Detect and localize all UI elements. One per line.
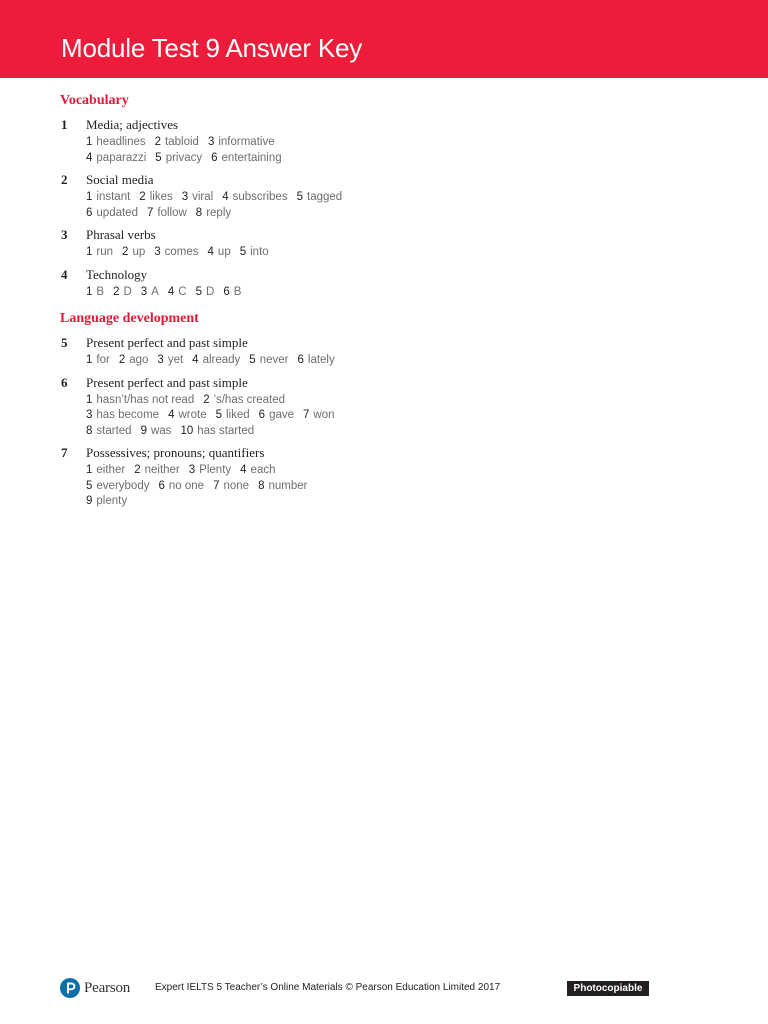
answer-number: 4 [167, 285, 175, 298]
answer-item [180, 424, 254, 440]
answer-number: 2 [139, 191, 146, 203]
section [60, 310, 720, 510]
answer-text: into [250, 246, 269, 258]
answer-number: 5 [296, 191, 303, 203]
answer-text: no one [168, 479, 205, 492]
answer-item [303, 408, 335, 424]
answer-text: tagged [307, 191, 343, 203]
exercise [60, 266, 720, 301]
answer-item [249, 353, 288, 369]
answer-item [259, 408, 294, 424]
answer-text: likes [149, 191, 173, 203]
answer-text: instant [96, 191, 131, 203]
answer-number: 4 [207, 246, 214, 258]
answer-number: 9 [140, 424, 147, 437]
answer-item [157, 353, 183, 369]
answer-line [86, 190, 720, 206]
answer-item [168, 285, 187, 301]
page-title: Module Test 9 Answer Key [61, 33, 363, 63]
answer-text: comes [164, 246, 199, 258]
answer-text: has become [96, 409, 160, 421]
answer-text: up [132, 246, 146, 258]
answer-line [86, 424, 720, 440]
answer-text: run [96, 246, 114, 258]
answer-line [86, 408, 720, 424]
answer-item [86, 353, 110, 369]
answer-number: 8 [258, 479, 265, 492]
answer-item [189, 463, 231, 479]
answer-text: ago [129, 354, 149, 366]
answer-number: 4 [240, 464, 247, 476]
answer-number: 1 [86, 246, 93, 258]
answer-item [168, 408, 207, 424]
answer-number: 3 [181, 191, 189, 203]
exercise-title: Present perfect and past simple [86, 374, 248, 390]
answer-number: 3 [154, 246, 161, 258]
answer-number: 2 [154, 136, 162, 148]
answer-text: A [151, 285, 159, 298]
exercise-title: Social media [86, 172, 154, 187]
answer-text: Plenty [199, 464, 232, 476]
answer-number: 3 [140, 285, 148, 298]
answer-item [222, 190, 287, 206]
exercise-title: Present perfect and past simple [86, 335, 248, 350]
answer-text: never [259, 354, 289, 366]
answer-item [141, 424, 172, 440]
answer-number: 1 [86, 393, 93, 406]
answer-text: neither [144, 464, 180, 476]
answer-item [182, 190, 214, 206]
answer-number: 2 [203, 393, 210, 406]
answer-text: reply [206, 206, 232, 219]
exercise [60, 334, 720, 369]
answer-text: yet [167, 354, 184, 366]
answer-item [196, 285, 215, 301]
answer-text: started [96, 424, 132, 437]
answer-number: 6 [258, 409, 266, 421]
answer-number: 1 [86, 354, 93, 366]
answer-number: 4 [222, 191, 229, 203]
answer-line [86, 463, 720, 479]
answer-text: has started [197, 424, 255, 437]
answer-key-content [60, 92, 720, 520]
answer-number: 5 [215, 409, 222, 421]
answer-number: 7 [146, 206, 154, 219]
answer-number: 6 [211, 151, 218, 164]
answer-item [158, 479, 204, 495]
answer-item [147, 206, 187, 222]
brand-name: Pearson [84, 980, 131, 996]
answer-text: headlines [96, 136, 146, 148]
answer-item [203, 393, 285, 409]
answer-number: 3 [86, 409, 93, 421]
answer-number: 1 [86, 191, 93, 203]
answer-number: 4 [192, 354, 199, 366]
answer-number: 5 [249, 354, 256, 366]
answer-text: plenty [96, 495, 128, 507]
answer-text: updated [96, 206, 138, 219]
answer-number: 1 [86, 285, 93, 298]
answer-text: wrote [178, 409, 207, 421]
exercise-title: Possessives; pronouns; quantifiers [86, 445, 265, 460]
answer-item [86, 494, 127, 510]
photocopiable-badge: Photocopiable [567, 981, 649, 996]
exercise [60, 171, 720, 221]
pearson-logo-icon [60, 978, 80, 998]
answer-item [208, 245, 231, 261]
answer-number: 5 [155, 151, 162, 164]
section [60, 92, 720, 300]
exercise-number: 3 [61, 227, 68, 242]
answer-item [86, 463, 125, 479]
answer-number: 2 [113, 285, 120, 298]
answer-text: everybody [96, 479, 150, 492]
answer-item [223, 285, 241, 301]
answer-number: 5 [239, 246, 247, 258]
answer-number: 10 [180, 424, 194, 437]
answer-text: lately [307, 354, 335, 366]
answer-text: won [313, 409, 335, 421]
answer-line [86, 135, 720, 151]
answer-text: viral [192, 191, 214, 203]
answer-line [86, 353, 720, 369]
exercise-number: 1 [61, 117, 68, 132]
answer-number: 7 [303, 409, 310, 421]
answer-text: was [150, 424, 172, 437]
exercise [60, 116, 720, 166]
answer-item [240, 245, 269, 261]
answer-item [141, 285, 159, 301]
section-title: Vocabulary [60, 93, 129, 108]
exercise-number: 6 [61, 374, 68, 390]
answer-item [211, 151, 282, 167]
exercise [60, 226, 720, 261]
answer-text: liked [226, 409, 250, 421]
answer-item [139, 190, 172, 206]
answer-number: 8 [86, 424, 93, 437]
answer-number: 2 [118, 354, 126, 366]
answer-line [86, 285, 720, 301]
answer-number: 1 [86, 464, 93, 476]
answer-text: paparazzi [96, 151, 147, 164]
answer-item [134, 463, 180, 479]
answer-item [122, 245, 145, 261]
answer-item [86, 151, 146, 167]
answer-item [154, 245, 198, 261]
answer-number: 5 [86, 479, 93, 492]
answer-number: 6 [158, 479, 165, 492]
answer-number: 7 [213, 479, 220, 492]
answer-item [213, 479, 249, 495]
answer-item [86, 285, 104, 301]
answer-item [86, 424, 132, 440]
answer-text: up [217, 246, 231, 258]
answer-text: for [96, 354, 110, 366]
answer-line [86, 206, 720, 222]
answer-number: 4 [86, 151, 93, 164]
answer-number: 5 [195, 285, 202, 298]
answer-item [86, 393, 194, 409]
answer-number: 6 [297, 354, 304, 366]
answer-item [86, 190, 130, 206]
answer-item [192, 353, 240, 369]
exercise-title: Media; adjectives [86, 117, 179, 132]
answer-line [86, 151, 720, 167]
answer-text: none [223, 479, 250, 492]
answer-item [208, 135, 275, 151]
answer-item [86, 206, 138, 222]
answer-text: subscribes [232, 191, 288, 203]
answer-text: follow [157, 206, 187, 219]
answer-text: ’s/has created [213, 393, 286, 406]
answer-item [196, 206, 231, 222]
footer [0, 970, 768, 1010]
answer-text: either [96, 464, 126, 476]
answer-item [155, 135, 199, 151]
answer-item [216, 408, 250, 424]
answer-text: already [202, 354, 241, 366]
answer-text: privacy [165, 151, 203, 164]
answer-number: 3 [207, 136, 215, 148]
answer-number: 3 [157, 354, 164, 366]
answer-number: 6 [223, 285, 230, 298]
answer-item [86, 135, 146, 151]
answer-item [258, 479, 307, 495]
exercise [60, 374, 720, 440]
answer-item [155, 151, 202, 167]
answer-text: D [123, 285, 132, 298]
answer-text: number [268, 479, 308, 492]
answer-number: 2 [122, 246, 129, 258]
answer-item [297, 353, 334, 369]
answer-number: 4 [168, 409, 175, 421]
answer-number: 1 [86, 136, 93, 148]
answer-item [86, 408, 159, 424]
answer-item [297, 190, 343, 206]
answer-text: D [206, 285, 215, 298]
answer-text: tabloid [165, 136, 199, 148]
exercise-number: 4 [61, 266, 68, 282]
header-banner [0, 0, 768, 78]
answer-text: each [250, 464, 276, 476]
answer-item [240, 463, 275, 479]
answer-item [86, 479, 149, 495]
answer-number: 8 [195, 206, 203, 219]
exercise [60, 444, 720, 510]
answer-text: hasn’t/has not read [96, 393, 195, 406]
answer-line [86, 494, 720, 510]
answer-item [86, 245, 113, 261]
exercise-title: Technology [86, 266, 148, 282]
answer-line [86, 479, 720, 495]
answer-line [86, 245, 720, 261]
answer-text: B [233, 285, 242, 298]
answer-text: C [178, 285, 187, 298]
answer-item [113, 285, 132, 301]
answer-text: B [96, 285, 105, 298]
answer-number: 9 [86, 495, 93, 507]
copyright-text: Expert IELTS 5 Teacher’s Online Materials © Pearson Education Limited 2017 [155, 982, 501, 993]
exercise-number: 2 [61, 172, 68, 187]
section-title: Language development [60, 311, 199, 326]
exercise-number: 5 [61, 335, 68, 350]
exercise-number: 7 [61, 445, 68, 460]
answer-number: 6 [86, 206, 93, 219]
answer-number: 2 [134, 464, 141, 476]
exercise-title: Phrasal verbs [86, 227, 156, 242]
answer-item [119, 353, 149, 369]
answer-line [86, 393, 720, 409]
answer-number: 3 [188, 464, 196, 476]
answer-text: informative [218, 136, 275, 148]
answer-text: gave [269, 409, 294, 421]
answer-text: entertaining [221, 151, 282, 164]
